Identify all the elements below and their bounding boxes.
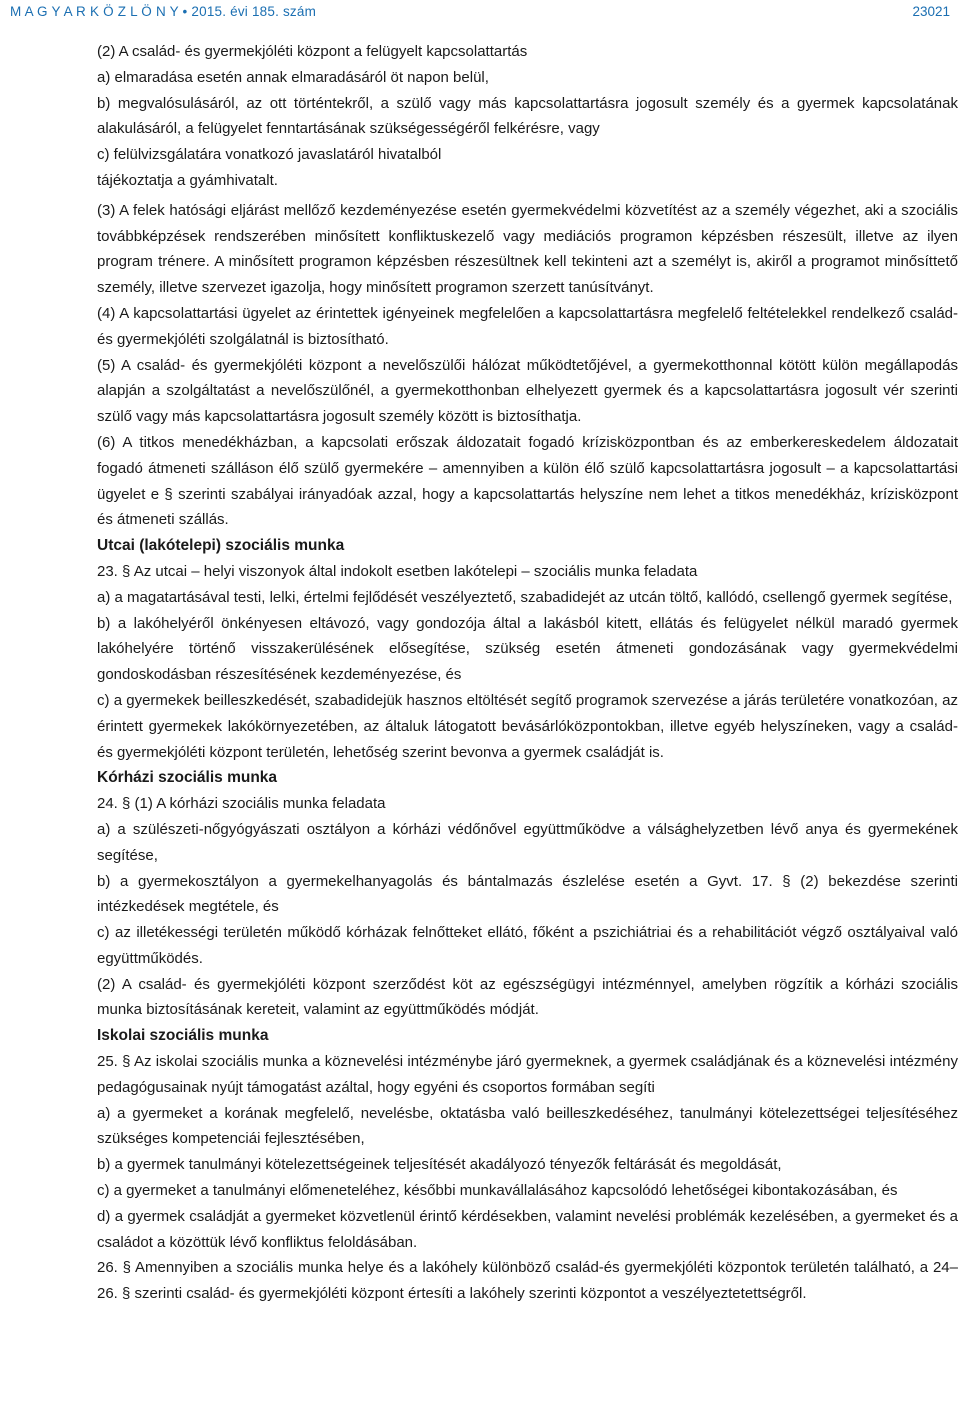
section-heading: Utcai (lakótelepi) szociális munka: [97, 537, 345, 555]
paragraph: 24. § (1) A kórházi szociális munka feladata: [97, 795, 386, 813]
document-body: [97, 39, 958, 1307]
paragraph: (3) A felek hatósági eljárást mellőző kezdeményezése esetén gyermekvédelmi közvetítést az a személy végezhet, aki a szociális továbbképzések rendszerében minősített konfliktuskezelő vagy mediációs programon képzésben részesült, illetve az ilyen program trénere. A minősített programon képzésben részesültnek kell tekinteni azt a személyt is, akiről a programot minősíttető személy, illetve szervezet igazolja, hogy minősített programon szerzett tanúsítványt.: [97, 201, 958, 297]
paragraph: (6) A titkos menedékházban, a kapcsolati erőszak áldozatait fogadó krízisközpontban és az emberkereskedelem áldozatait fogadó átmeneti szálláson élő szülő gyermekére – amennyiben a külön élő szülő kapcsolattartásra jogosult – a kapcsolattartási ügyelet e § szerinti szabályai irányadóak azzal, hogy a kapcsolattartás helyszíne nem lehet a titkos menedékház, krízisközpont és átmeneti szállás.: [97, 433, 958, 529]
paragraph: c) a gyermekek beilleszkedését, szabadidejük hasznos eltöltését segítő programok szervezése a járás területére vonatkozóan, az érintett gyermekek lakókörnyezetében, az általuk látogatott bevásárlóközpontokban, illetve egyéb helyszíneken, vagy a család- és gyermekjóléti központ területén, lehetőség szerint bevonva a gyermek családját is.: [97, 691, 958, 761]
paragraph: c) felülvizsgálatára vonatkozó javaslatáról hivatalból: [97, 146, 442, 164]
paragraph: b) a lakóhelyéről önkényesen eltávozó, vagy gondozója által a lakásból kitett, ellátás és felügyelet nélkül maradó gyermek lakóhelyére történő visszakerülésének elősegítése, szükség esetén átmeneti gondozásának vagy gyermekvédelmi gondoskodásban részesítésének kezdeményezése, és: [97, 614, 958, 684]
paragraph: (2) A család- és gyermekjóléti központ a felügyelt kapcsolattartás: [97, 43, 528, 60]
paragraph: tájékoztatja a gyámhivatalt.: [97, 171, 278, 189]
paragraph: a) a magatartásával testi, lelki, értelmi fejlődését veszélyeztető, szabadidejét az utcán töltő, kallódó, csellengő gyermek segítése,: [97, 588, 953, 606]
section-heading: Kórházi szociális munka: [97, 769, 278, 787]
paragraph: c) a gyermeket a tanulmányi előmeneteléhez, későbbi munkavállalásához kapcsolódó lehetőségei kibontakozásában, és: [97, 1182, 898, 1200]
page-number: 23021: [912, 4, 950, 19]
paragraph: a) elmaradása esetén annak elmaradásáról öt napon belül,: [97, 68, 489, 86]
paragraph: c) az illetékességi területén működő kórházak felnőtteket ellátó, főként a pszichiátriai és a rehabilitációt végző osztályaival való együttműködés.: [97, 924, 958, 967]
paragraph: d) a gyermek családját a gyermeket közvetlenül érintő kérdésekben, valamint nevelési problémák kezelésében, a gyermeket és a családot a közöttük lévő konfliktus feloldásában.: [97, 1207, 958, 1251]
paragraph: a) a szülészeti-nőgyógyászati osztályon a kórházi védőnővel együttműködve a válsághelyzetben lévő anya és gyermekének segítése,: [97, 820, 958, 864]
paragraph: (4) A kapcsolattartási ügyelet az érintettek igényeinek megfelelően a kapcsolattartásra megfelelő feltételekkel rendelkező család- és gyermekjóléti szolgálatnál is biztosítható.: [97, 304, 958, 348]
paragraph: b) a gyermekosztályon a gyermekelhanyagolás és bántalmazás észlelése esetén a Gyvt. 17. § (2) bekezdése szerinti intézkedések megtétele, és: [97, 872, 958, 916]
paragraph: b) megvalósulásáról, az ott történtekről, a szülő vagy más kapcsolattartásra jogosult személy és a gyermek kapcsolatának alakulásáról, a felügyelet fenntartásának szükségességéről felkérésre, vagy: [97, 94, 958, 138]
paragraph: a) a gyermeket a korának megfelelő, nevelésbe, oktatásba való beilleszkedéséhez, tanulmányi kötelezettségei teljesítéséhez szükséges kompetenciái fejlesztésében,: [97, 1104, 958, 1148]
paragraph: 25. § Az iskolai szociális munka a köznevelési intézménybe járó gyermeknek, a gyermek családjának és a köznevelési intézmény pedagógusainak nyújt támogatást azáltal, hogy egyéni és csoportos formában segíti: [97, 1053, 958, 1096]
journal-title: M A G Y A R K Ö Z L Ö N Y • 2015. évi 185. szám: [10, 4, 317, 19]
paragraph: b) a gyermek tanulmányi kötelezettségeinek teljesítését akadályozó tényezők feltárását és megoldását,: [97, 1156, 782, 1174]
paragraph: (5) A család- és gyermekjóléti központ a nevelőszülői hálózat működtetőjével, a gyermekotthonnal kötött külön megállapodás alapján a szolgáltatást a nevelőszülőnél, a gyermekotthonban elhelyezett gyermek és a kapcsolattartásra jogosult vér szerinti szülő vagy más kapcsolattartásra jogosult személy között is biztosíthatja.: [97, 356, 958, 426]
paragraph: 26. § Amennyiben a szociális munka helye és a lakóhely különböző család-és gyermekjóléti központok területén található, a 24–26. § szerinti család- és gyermekjóléti központ értesíti a lakóhely szerinti központot a veszélyeztetettségről.: [97, 1259, 958, 1303]
section-heading: Iskolai szociális munka: [97, 1027, 269, 1045]
paragraph: 23. § Az utcai – helyi viszonyok által indokolt esetben lakótelepi – szociális munka feladata: [97, 562, 698, 580]
page-header: [10, 3, 950, 21]
paragraph: (2) A család- és gyermekjóléti központ szerződést köt az egészségügyi intézménnyel, amelyben rögzítik a kórházi szociális munka biztosításának kereteit, valamint az együttműködés módját.: [97, 975, 958, 1019]
